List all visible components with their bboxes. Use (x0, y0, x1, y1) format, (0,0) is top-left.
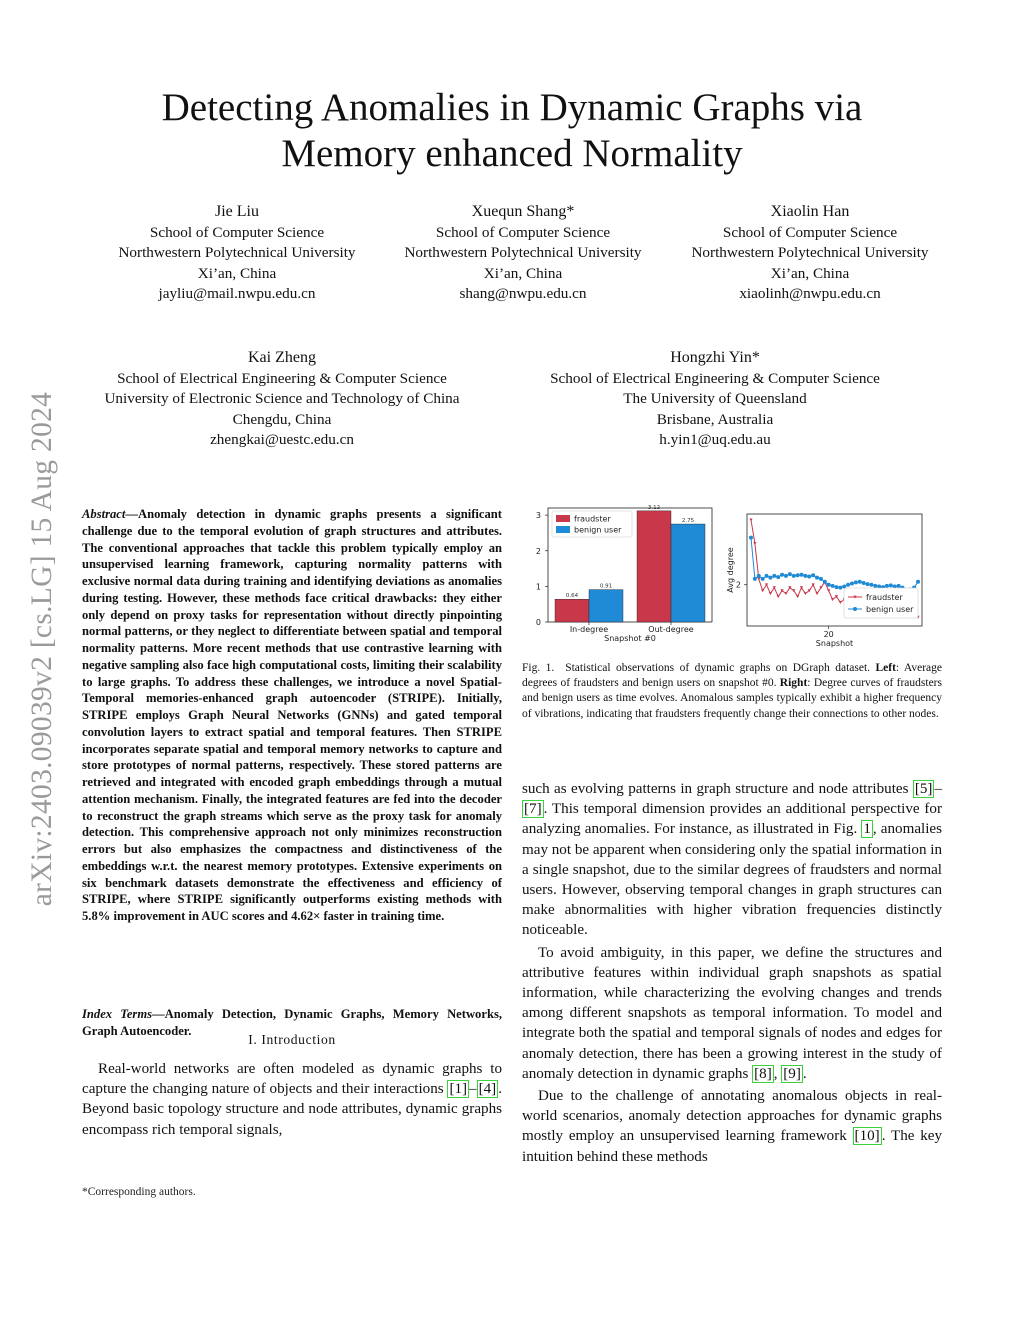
comma: , (773, 1065, 782, 1082)
y-tick-label: 2 (535, 546, 541, 556)
caption-text: : Average degrees of fraudsters and benign users on snapshot #0. (522, 662, 943, 690)
data-point-benign-user (854, 580, 858, 584)
author-location: Xi’an, China (770, 264, 850, 282)
data-point-fraudster (749, 518, 752, 521)
caption-label: Fig. 1. (522, 662, 555, 674)
author-affil: Northwestern Polytechnical University (118, 244, 356, 262)
data-point-benign-user (799, 573, 803, 577)
author-affil: Northwestern Polytechnical University (404, 244, 642, 262)
dash: – (934, 781, 942, 797)
para-text: such as evolving patterns in graph structure and node attributes (522, 781, 913, 797)
data-point-fraudster (761, 589, 764, 592)
bar-value-label: 0.91 (599, 583, 613, 590)
data-point-benign-user (768, 576, 772, 580)
para-text: . The key intuition behind these methods (522, 1128, 942, 1165)
data-point-benign-user (873, 584, 877, 588)
bar-benign-user (589, 590, 623, 622)
author-affil: Northwestern Polytechnical University (691, 244, 929, 262)
footnote: *Corresponding authors. (82, 1186, 196, 1198)
author-block-1 (100, 202, 374, 305)
legend-label: fraudster (866, 593, 903, 602)
data-point-benign-user (838, 586, 842, 590)
data-point-benign-user (753, 577, 757, 581)
intro-paragraph (82, 1059, 502, 1140)
author-location: Chengdu, China (232, 410, 332, 428)
legend-label: benign user (574, 525, 622, 535)
para-text: , anomalies may not be apparent when considering only the spatial information in a single snapshot, due to the similar degrees of fraudsters and normal users. However, observing temporal changes in graph structures can make abnormalities with higher vibration frequencies distinctly noticeable. (522, 821, 943, 939)
section-heading: I. Introduction (248, 1032, 336, 1047)
data-point-benign-user (772, 574, 776, 578)
data-point-benign-user (866, 582, 870, 586)
data-point-benign-user (885, 584, 889, 588)
citation-link[interactable]: [4] (478, 1081, 497, 1098)
data-point-fraudster (796, 595, 799, 598)
data-point-benign-user (792, 574, 796, 578)
citation-link[interactable]: [8] (754, 1065, 772, 1082)
citation-link[interactable]: [5] (914, 781, 933, 797)
data-point-benign-user (815, 576, 819, 580)
data-point-benign-user (819, 577, 823, 581)
author-affil: School of Computer Science (149, 223, 325, 241)
data-point-benign-user (803, 574, 807, 578)
legend-swatch (556, 526, 570, 533)
index-label: Index Terms (82, 1007, 153, 1021)
data-point-benign-user (916, 580, 920, 584)
legend-marker (853, 607, 857, 611)
citation-link[interactable]: [10] (854, 1128, 880, 1145)
data-point-benign-user (846, 583, 850, 587)
data-point-benign-user (776, 575, 780, 579)
data-point-benign-user (869, 583, 873, 587)
para-text: Due to the challenge of annotating anomalous objects in real-world scenarios, anomaly detection approaches for dynamic graphs mostly employ an unsupervised learning framework (522, 1088, 942, 1145)
abstract-text: —Anomaly detection in dynamic graphs presents a significant challenge due to the temporal evolution of graph structures and attributes. The conventional approaches that tackle this problem typically employ an unsupervised learning framework, capturing normality patterns with exclusive normal data during training and identifying deviations as anomalies during testing. However, these methods face critical drawbacks: they either only depend on proxy tasks for representation without directly pinpointing normal patterns, or they neglect to differentiate between spatial and temporal normality patterns. More recent methods that use contrastive learning with negative sampling also face high computational costs, limiting their scalability to large graphs. To address these challenges, we introduce a novel Spatial-Temporal memories-enhanced graph autoencoder (STRIPE). Initially, STRIPE employs Graph Neural Networks (GNNs) and gated temporal convolution layers to extract spatial and temporal features. Then STRIPE incorporates separate spatial and temporal memory networks to capture and store prototypes of normal patterns, respectively. These stored patterns are retrieved and integrated with encoded graph embeddings through a mutual attention mechanism. Finally, the integrated features are fed into the decoder to reconstruct the graph streams which serve as the proxy task for anomaly detection. This comprehensive approach not only minimizes reconstruction errors but also emphasizes the compactness and distinctiveness of the embeddings w.r.t. the nearest memory prototypes. Extensive experiments on six benchmark datasets demonstrate the effectiveness and efficiency of STRIPE, where STRIPE significantly outperforms existing methods with 5.8% improvement in AUC scores and 4.62× faster in training time. (82, 507, 502, 923)
bar-chart (536, 505, 712, 643)
author-block-5 (505, 348, 925, 451)
data-point-benign-user (827, 583, 831, 587)
data-point-benign-user (749, 536, 753, 540)
legend-label: benign user (866, 605, 914, 614)
author-email[interactable]: h.yin1@uq.edu.au (659, 431, 771, 449)
author-email[interactable]: xiaolinh@nwpu.edu.cn (739, 285, 881, 303)
author-location: Brisbane, Australia (656, 410, 774, 428)
data-point-benign-user (811, 573, 815, 577)
data-point-benign-user (784, 574, 788, 578)
author-affil: University of Electronic Science and Technology of China (104, 390, 460, 408)
author-location: Xi’an, China (483, 264, 563, 282)
figure-caption (522, 661, 942, 722)
para-text: . This temporal dimension provides an additional perspective for analyzing anomalies. For instance, as illustrated in Fig. (522, 801, 942, 838)
abstract-label: Abstract (82, 507, 126, 521)
data-point-fraudster (769, 592, 772, 595)
data-point-fraudster (815, 592, 818, 595)
author-name: Xuequn Shang* (471, 203, 575, 220)
author-name: Xiaolin Han (770, 203, 850, 220)
author-name: Hongzhi Yin* (670, 349, 760, 366)
author-email[interactable]: shang@nwpu.edu.cn (459, 285, 587, 303)
data-point-fraudster (777, 595, 780, 598)
index-text: —Anomaly Detection, Dynamic Graphs, Memory Networks, Graph Autoencoder. (82, 1007, 503, 1038)
citation-link[interactable]: [7] (524, 801, 542, 818)
paragraph (522, 779, 942, 941)
data-point-benign-user (858, 580, 862, 584)
y-tick-label: 0 (535, 618, 541, 627)
author-location: Xi’an, China (197, 264, 277, 282)
author-email[interactable]: jayliu@mail.nwpu.edu.cn (158, 285, 316, 303)
intro-text: . Beyond basic topology structure and node attributes, dynamic graphs encompass rich temporal signals, (82, 1081, 502, 1138)
bar-benign-user (671, 524, 705, 622)
author-affil: School of Computer Science (722, 223, 898, 241)
series-line-benign-user (751, 538, 918, 591)
data-point-benign-user (834, 585, 838, 589)
author-affil: School of Electrical Engineering & Computer Science (117, 369, 447, 387)
bar-fraudster (555, 599, 589, 622)
legend-swatch (556, 515, 570, 522)
title-line-2: Memory enhanced Normality (281, 132, 743, 175)
y-tick-label: 1 (535, 582, 541, 592)
paper-title (0, 85, 1024, 177)
author-affil: School of Computer Science (435, 223, 611, 241)
x-tick-label: 20 (823, 630, 834, 639)
x-axis-label: Snapshot #0 (604, 634, 656, 643)
arxiv-stamp: arXiv:2403.09039v2 [cs.LG] 15 Aug 2024 (26, 391, 58, 907)
para-text: To avoid ambiguity, in this paper, we define the structures and attributive features within individual graph snapshots as spatial information, while characterizing the evolving changes and trends among different snapshots as temporal information. To model and integrate both the spatial and temporal signals of nodes and edges for anomaly detection, there has been a growing interest in the study of anomaly detection in dynamic graphs (522, 944, 942, 1082)
data-point-benign-user (862, 581, 866, 585)
data-point-fraudster (804, 592, 807, 595)
figure-1 (522, 500, 942, 650)
line-chart (726, 514, 922, 648)
author-block-3 (673, 202, 947, 305)
paragraph (522, 943, 942, 1084)
paragraph (522, 1086, 942, 1167)
abstract (82, 506, 502, 925)
data-point-benign-user (831, 584, 835, 588)
author-name: Kai Zheng (248, 349, 316, 366)
caption-text: : Degree curves of fraudsters and benign users as time evolves. Anomalous samples typically exhibit a higher frequency of vibrations, indicating that fraudsters frequently change their connections to other nodes. (522, 677, 942, 720)
y-axis-label: Avg degree (726, 547, 735, 593)
bar-value-label: 2.75 (681, 518, 695, 525)
bar-value-label: 0.64 (565, 593, 579, 600)
data-point-benign-user (897, 584, 901, 588)
x-tick-label: Out-degree (648, 625, 694, 634)
data-point-fraudster (831, 598, 834, 601)
author-block-4 (72, 348, 492, 451)
data-point-benign-user (850, 582, 854, 586)
bar-value-label: 3.12 (647, 504, 661, 511)
data-point-fraudster (784, 592, 787, 595)
right-column (522, 779, 942, 1169)
x-tick-label: In-degree (569, 625, 609, 634)
data-point-benign-user (889, 583, 893, 587)
data-point-fraudster (753, 542, 756, 545)
caption-right: Right (779, 677, 808, 690)
data-point-benign-user (796, 573, 800, 577)
bar-fraudster (637, 511, 671, 622)
author-affil: The University of Queensland (623, 390, 807, 408)
data-point-benign-user (761, 577, 765, 581)
caption-left: Left (875, 662, 896, 674)
dash: – (469, 1081, 477, 1098)
data-point-benign-user (757, 574, 761, 578)
author-email[interactable]: zhengkai@uestc.edu.cn (210, 431, 354, 449)
data-point-benign-user (765, 574, 769, 578)
intro-text: Real-world networks are often modeled as dynamic graphs to capture the changing nature of objects and their interactions (82, 1061, 502, 1098)
y-tick-label: 2 (735, 580, 741, 590)
data-point-benign-user (823, 580, 827, 584)
y-tick-label: 3 (535, 511, 541, 521)
figure-link[interactable]: 1 (863, 821, 871, 838)
period: . (802, 1065, 807, 1082)
data-point-benign-user (807, 574, 811, 578)
caption-text: Statistical observations of dynamic graphs on DGraph dataset. (565, 662, 871, 674)
data-point-benign-user (780, 573, 784, 577)
data-point-fraudster (827, 589, 830, 592)
author-affil: School of Electrical Engineering & Computer Science (550, 369, 880, 387)
author-name: Jie Liu (215, 203, 259, 220)
citation-link[interactable]: [1] (449, 1081, 468, 1098)
data-point-benign-user (788, 572, 792, 576)
data-point-fraudster (839, 601, 842, 604)
legend-label: fraudster (574, 514, 611, 524)
author-block-2 (386, 202, 660, 305)
title-line-1: Detecting Anomalies in Dynamic Graphs via (161, 86, 863, 129)
x-axis-label: Snapshot (815, 639, 854, 648)
citation-link[interactable]: [9] (783, 1065, 801, 1082)
